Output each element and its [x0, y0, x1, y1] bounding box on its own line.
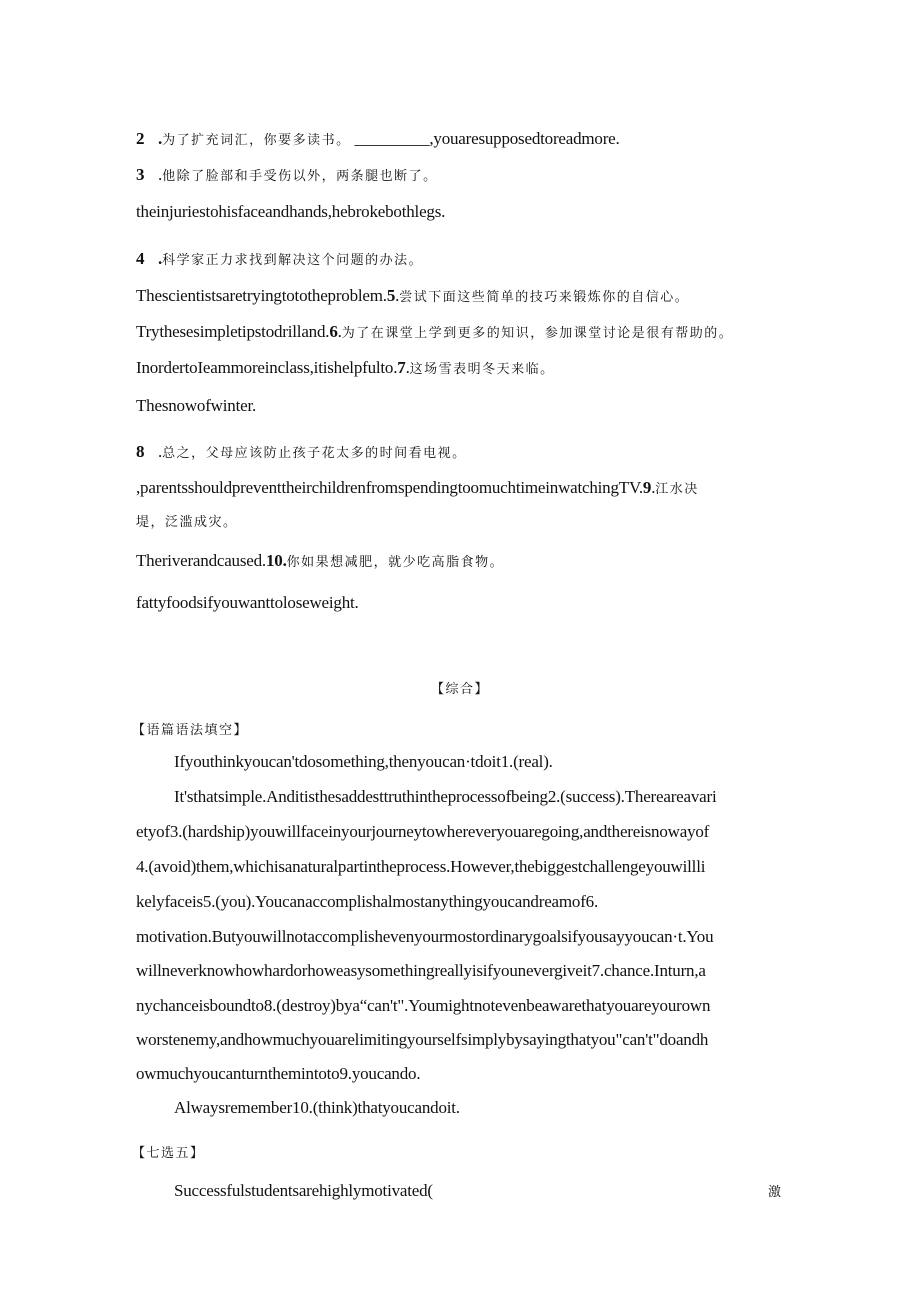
question-6-sentence: InordertoIeammoreinclass,itishelpfulto.: [136, 358, 398, 377]
passage-line: nychanceisboundto8.(destroy)bya“can't".Youmightnotevenbeawarethatyouareyourown: [136, 996, 711, 1015]
question-10-sentence: fattyfoodsifyouwanttoloseweight.: [136, 593, 359, 612]
question-prompt-cn: 尝试下面这些简单的技巧来锻炼你的自信心。: [399, 290, 690, 305]
question-number: 7: [397, 358, 406, 377]
seven-choose-five-heading: 【七选五】: [132, 1146, 205, 1161]
question-prompt-cn: 为了扩充词汇，你要多读书。: [162, 133, 351, 148]
question-2: 2 .为了扩充词汇，你要多读书。 _________,youaresupposedtoreadmore.: [136, 129, 620, 148]
question-9-10-line: [136, 550, 504, 574]
question-number: 9: [642, 478, 652, 497]
trailing-glyph: 激: [768, 1185, 782, 1200]
section-title: 【综合】: [430, 682, 489, 697]
passage-line: willneverknowhowhardorhoweasysomethingreallyisifyounevergiveit7.chance.Inturn,a: [136, 961, 706, 980]
question-prompt-cn: 你如果想减肥，就少吃高脂食物。: [286, 555, 505, 570]
question-prompt-cn: 他除了脸部和手受伤以外，两条腿也断了。: [162, 169, 438, 184]
grammar-fill-heading: 【语篇语法填空】: [132, 723, 249, 738]
question-7-sentence: Thesnowofwinter.: [136, 396, 257, 415]
question-number: 6: [329, 322, 338, 341]
passage-line: kelyfaceis5.(you).Youcanaccomplishalmostanythingyoucandreamof6.: [136, 892, 599, 911]
question-number: 2: [136, 129, 145, 148]
question-4-sentence: Thescientistsaretryingtototheproblem.: [136, 286, 387, 305]
question-3: 3 .他除了脸部和手受伤以外，两条腿也断了。: [136, 165, 438, 184]
passage-line: worstenemy,andhowmuchyouarelimitingyourselfsimplybysayingthatyou"can't"doandh: [136, 1030, 709, 1049]
question-9-prompt-cont: 堤，泛滥成灾。: [136, 515, 238, 530]
question-number: 3: [136, 165, 145, 184]
question-number: 4: [136, 249, 145, 268]
answer-blank: _________: [354, 129, 430, 148]
passage-line: motivation.Butyouwillnotaccomplishevenyourmostordinarygoalsifyousayyoucan·t.You: [136, 927, 714, 946]
question-6-7-line: InordertoIeammoreinclass,itishelpfulto.7.这场雪表明冬天来临。: [136, 358, 555, 377]
question-prompt-cn: 这场雪表明冬天来临。: [409, 362, 555, 377]
question-prompt-cn: 为了在课堂上学到更多的知识，参加课堂讨论是很有帮助的。: [341, 326, 734, 341]
question-prompt-cn: 江水决: [655, 482, 699, 497]
question-8-sentence: ,parentsshouldpreventtheirchildrenfromspendingtoomuchtimeinwatchingTV.: [136, 478, 643, 497]
question-number: 8: [136, 442, 145, 461]
question-prompt-cn: 总之，父母应该防止孩子花太多的时间看电视。: [162, 446, 467, 461]
question-8-9-line: ,parentsshouldpreventtheirchildrenfromspendingtoomuchtimeinwatchingTV.9.江水决: [136, 478, 699, 497]
passage-line: owmuchyoucanturnthemintoto9.youcando.: [136, 1064, 421, 1083]
passage-line: 4.(avoid)them,whichisanaturalpartintheprocess.However,thebiggestchallengeyouwillli: [136, 857, 706, 876]
question-prompt-cn: 科学家正力求找到解决这个问题的办法。: [162, 253, 424, 268]
question-4: 4 .科学家正力求找到解决这个问题的办法。: [136, 249, 424, 268]
passage-line: It'sthatsimple.Anditisthesaddesttruthintheprocessofbeing2.(success).Thereareavari: [174, 787, 717, 806]
question-8: 8 .总之，父母应该防止孩子花太多的时间看电视。: [136, 442, 467, 461]
question-number: 10.: [265, 551, 287, 570]
question-5-6-line: Trythesesimpletipstodrilland.6.为了在课堂上学到更多的知识，参加课堂讨论是很有帮助的。: [136, 322, 734, 341]
passage-line: Ifyouthinkyoucan'tdosomething,thenyoucan·tdoit1.(real).: [174, 752, 553, 771]
seven-choose-five-first-line: Successfulstudentsarehighlymotivated(: [174, 1181, 433, 1200]
question-4-5-line: Thescientistsaretryingtototheproblem.5.尝试下面这些简单的技巧来锻炼你的自信心。: [136, 286, 690, 305]
passage-line: Alwaysremember10.(think)thatyoucandoit.: [174, 1098, 460, 1117]
question-5-sentence: Trythesesimpletipstodrilland.: [136, 322, 330, 341]
question-sentence-en: ,youaresupposedtoreadmore.: [429, 129, 620, 148]
question-3-sentence: theinjuriestohisfaceandhands,hebrokebothlegs.: [136, 202, 446, 221]
passage-line: etyof3.(hardship)youwillfaceinyourjourneytowhereveryouaregoing,andthereisnowayof: [136, 822, 710, 841]
question-9-sentence: Theriverandcaused.: [136, 551, 266, 570]
question-number: 5: [386, 286, 396, 305]
